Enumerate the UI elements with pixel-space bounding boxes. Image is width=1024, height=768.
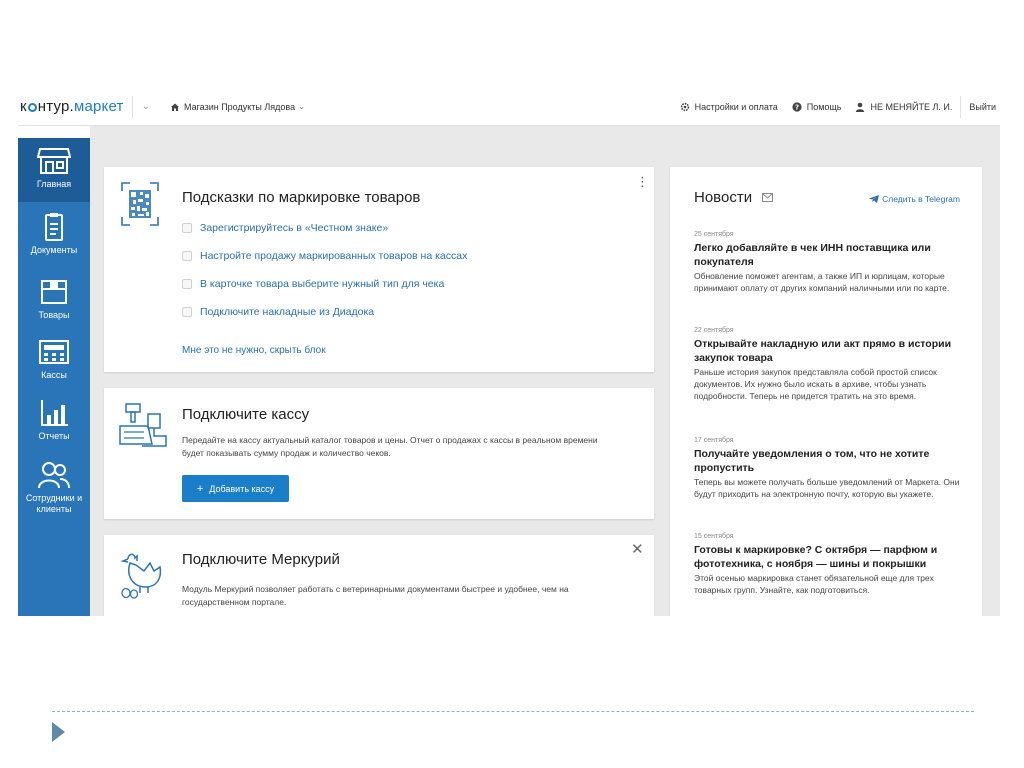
checkbox[interactable] (182, 307, 192, 317)
user-icon (855, 102, 865, 112)
store-name: Магазин Продукты Лядова (183, 101, 296, 112)
user-menu[interactable] (855, 102, 952, 112)
settings-link[interactable] (680, 102, 778, 112)
news-headline[interactable]: Получайте уведомления о том, что не хотите пропустить (694, 448, 930, 474)
chevron-down-icon[interactable]: ⌄ (141, 101, 150, 112)
sidebar-item-staff[interactable] (18, 460, 90, 515)
checkbox[interactable] (182, 223, 192, 233)
news-item[interactable] (694, 437, 964, 500)
news-body: Раньше история закупок представляла собой простой список документов. Их нужно было искать в архиве, чтобы узнать подробности. Теперь не придется тратить на это время. (694, 367, 937, 401)
hide-block-link[interactable]: Мне это не нужно, скрыть блок (182, 345, 326, 356)
logo-brand: маркет (73, 98, 124, 115)
mercury-card-title: Подключите Меркурий (182, 551, 340, 568)
sidebar (18, 138, 90, 616)
more-options-icon[interactable]: ⋮ (636, 174, 649, 189)
marking-tips-card (104, 167, 654, 372)
news-body: Этой осенью маркировка станет обязательной еще для трех товарных групп. Узнайте, как подготовиться. (694, 573, 934, 595)
people-icon (37, 460, 71, 490)
tip-item-label[interactable]: Настройте продажу маркированных товаров на кассах (200, 250, 468, 262)
telegram-icon (869, 195, 879, 203)
box-icon (37, 277, 71, 307)
news-item[interactable] (694, 327, 964, 402)
tip-item-label[interactable]: В карточке товара выберите нужный тип для чека (200, 278, 445, 290)
header-divider (960, 96, 961, 118)
sidebar-item-label: Товары (38, 310, 70, 320)
telegram-label: Следить в Telegram (882, 194, 960, 204)
cash-register-icon (37, 337, 71, 367)
svg-text:?: ? (794, 103, 799, 112)
sidebar-item-main[interactable] (18, 138, 90, 202)
next-slide-arrow-icon (52, 722, 65, 742)
chicken-icon (120, 549, 166, 599)
app-screen (18, 88, 1000, 616)
tip-item[interactable] (182, 306, 374, 318)
checkbox[interactable] (182, 279, 192, 289)
logout-link[interactable]: Выйти (969, 101, 996, 112)
news-date: 25 сентября (694, 231, 734, 238)
store-icon (37, 146, 71, 176)
tips-card-title: Подсказки по маркировке товаров (182, 189, 421, 206)
logo-divider (132, 96, 133, 118)
logo-prefix: к (20, 98, 27, 115)
news-date: 22 сентября (694, 327, 734, 334)
header-actions (680, 88, 1000, 125)
help-label: Помощь (806, 101, 842, 112)
news-body: Обновление поможет агентам, а также ИП и юрлицам, которые принимают оплату от других компаний наличными или по карте. (694, 271, 950, 293)
tip-item-label[interactable]: Подключите накладные из Диадока (200, 306, 375, 318)
top-header (18, 88, 1000, 126)
logo[interactable] (20, 98, 124, 115)
close-icon[interactable]: ✕ (631, 541, 644, 558)
news-card (670, 167, 982, 616)
news-body: Теперь вы можете получать больше уведомлений от Маркета. Они будут приходить на электронную почту, которую вы укажете. (694, 477, 960, 499)
logo-mid: нтур. (37, 98, 74, 115)
store-selector[interactable] (170, 102, 305, 112)
sidebar-item-label: Главная (36, 179, 72, 189)
add-kassa-button[interactable] (182, 475, 289, 502)
news-date: 15 сентября (694, 533, 734, 540)
tip-item[interactable] (182, 222, 388, 234)
news-item[interactable] (694, 533, 964, 596)
checkbox[interactable] (182, 251, 192, 261)
sidebar-item-label: Документы (30, 245, 78, 255)
kassa-card-text: Передайте на кассу актуальный каталог товаров и цены. Отчет о продажах с кассы в реальном времени будет показывать сумму продаж и количество чеков. (182, 435, 598, 458)
bar-chart-icon (37, 398, 71, 428)
mercury-card-text: Модуль Меркурий позволяет работать с ветеринарными документами быстрее и удобнее, чем на государственном портале. (182, 584, 569, 607)
plus-icon: + (196, 482, 204, 495)
help-icon (792, 102, 802, 112)
news-headline[interactable]: Легко добавляйте в чек ИНН поставщика или покупателя (694, 242, 931, 268)
settings-label: Настройки и оплата (694, 101, 778, 112)
tip-item[interactable] (182, 278, 444, 290)
logo-circle-icon (28, 103, 37, 112)
kassa-card-title: Подключите кассу (182, 406, 310, 423)
connect-mercury-card (104, 535, 654, 616)
news-headline[interactable]: Открывайте накладную или акт прямо в истории закупок товара (694, 338, 952, 364)
sidebar-item-label: Кассы (41, 370, 67, 380)
house-icon (170, 102, 180, 112)
news-date: 17 сентября (694, 437, 734, 444)
clipboard-icon (37, 212, 71, 242)
telegram-follow-link[interactable] (869, 194, 960, 204)
qr-code-icon (120, 181, 160, 227)
gear-icon (680, 102, 690, 112)
envelope-icon[interactable] (762, 193, 773, 202)
main-content (90, 126, 1000, 616)
sidebar-item-kassy[interactable] (18, 337, 90, 381)
sidebar-item-reports[interactable] (18, 398, 90, 442)
sidebar-item-documents[interactable] (18, 212, 90, 256)
sidebar-item-goods[interactable] (18, 277, 90, 321)
news-headline[interactable]: Готовы к маркировке? С октября — парфюм и фототехника, с ноября — шины и покрышки (694, 544, 938, 570)
sidebar-item-label: Отчеты (38, 431, 70, 441)
news-title (694, 189, 773, 206)
add-kassa-label: Добавить кассу (209, 483, 275, 494)
connect-kassa-card (104, 388, 654, 519)
caret-down-icon: ⌄ (298, 102, 305, 111)
help-link[interactable] (792, 102, 842, 112)
tip-item[interactable] (182, 250, 467, 262)
sidebar-item-label: Сотрудники и клиенты (25, 493, 83, 514)
tip-item-label[interactable]: Зарегистрируйтесь в «Честном знаке» (200, 222, 389, 234)
cash-register-illustration-icon (118, 402, 170, 450)
user-name: НЕ МЕНЯЙТЕ Л. И. (870, 101, 953, 112)
news-item[interactable] (694, 231, 964, 294)
slide-divider (52, 711, 974, 712)
news-title-label: Новости (694, 189, 753, 206)
